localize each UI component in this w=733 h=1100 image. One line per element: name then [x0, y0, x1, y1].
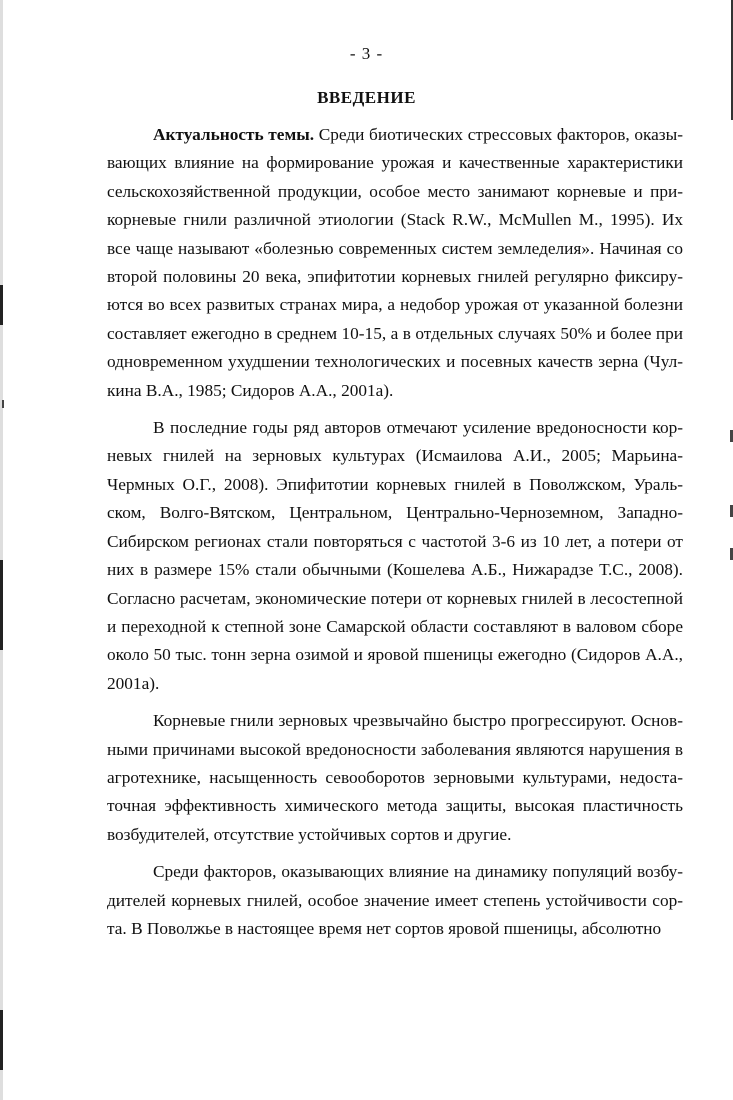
scan-edge-left-mark: [0, 285, 3, 325]
document-body: [107, 121, 683, 943]
paragraph-lead: Актуальность темы.: [153, 125, 315, 144]
page-title: ВВЕДЕНИЕ: [317, 88, 416, 107]
scan-edge-left-mark: [0, 1010, 3, 1070]
scan-edge-left: [0, 0, 3, 1100]
paragraph-relevance: [107, 121, 683, 405]
scan-tick-mark: [2, 400, 4, 408]
paragraph: Среди факторов, оказывающих влияние на динамику популяций возбудителей корневых гнилей, особое значение имеет степень устойчивости сорта. В Поволжье в настоящее время нет сортов яровой пшеницы, абсолютно: [107, 862, 683, 938]
scan-edge-left-mark: [0, 560, 3, 650]
page-number: - 3 -: [349, 44, 384, 63]
paragraph-text: Среди биотических стрессовых факторов, оказывающих влияние на формирование урожая и качественные характеристики сельскохозяйственной продукции, особое место занимают корневые и прикорневые гнили различной этиологии (Stack R.W., McMullen M., 1995). Их все чаще называют «болезнью современных систем земледелия». Начиная со второй половины 20 века, эпифитотии корневых гнилей регулярно фиксируются во всех развитых странах мира, а недобор урожая от указанной болезни составляет ежегодно в среднем 10-15, а в отдельных случаях 50% и более при одновременном ухудшении технологических и посевных качеств зерна (Чулкина В.А., 1985; Сидоров А.А., 2001а).: [107, 125, 683, 400]
paragraph: В последние годы ряд авторов отмечают усиление вредоносности корневых гнилей на зерновых культурах (Исмаилова А.И., 2005; Марьина-Чермных О.Г., 2008). Эпифитотии корневых гнилей в Поволжском, Уральском, Волго-Вятском, Центральном, Центрально-Черноземном, Западно-Сибирском регионах стали повторяться с частотой 3-6 из 10 лет, а потери от них в размере 15% стали обычными (Кошелева А.Б., Нижарадзе Т.С., 2008). Согласно расчетам, экономические потери от корневых гнилей в лесостепной и переходной к степной зоне Самарской области составляют в валовом сборе около 50 тыс. тонн зерна озимой и яровой пшеницы ежегодно (Сидоров А.А., 2001а).: [107, 418, 683, 693]
paragraph: Корневые гнили зерновых чрезвычайно быстро прогрессируют. Основными причинами высокой вредоносности заболевания являются нарушения в агротехнике, насыщенность севооборотов зерновыми культурами, недостаточная эффективность химического метода защиты, высокая пластичность возбудителей, отсутствие устойчивых сортов и другие.: [107, 711, 683, 844]
